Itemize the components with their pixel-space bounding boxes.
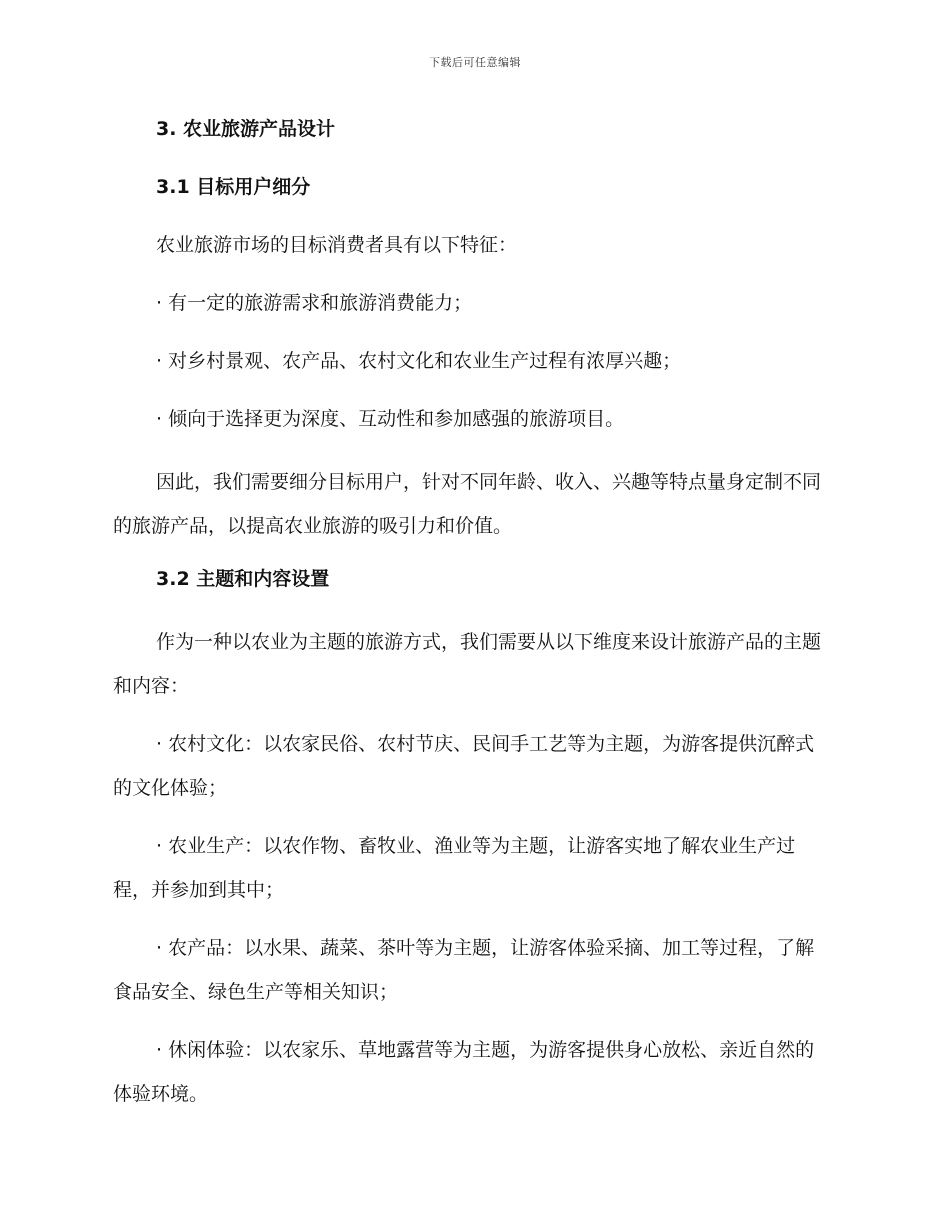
section-3-heading: 3. 农业旅游产品设计 — [156, 118, 336, 140]
section-3-1-intro: 农业旅游市场的目标消费者具有以下特征： — [156, 234, 518, 256]
section-3-2-heading: 3.2 主题和内容设置 — [156, 568, 330, 590]
document-body — [113, 112, 833, 1130]
section-3-2-intro: 作为一种以农业为主题的旅游方式，我们需要从以下维度来设计旅游产品的主题和内容： — [113, 631, 822, 697]
bullet-item: · 对乡村景观、农产品、农村文化和农业生产过程有浓厚兴趣； — [156, 350, 682, 372]
bullet-item: · 有一定的旅游需求和旅游消费能力； — [156, 292, 473, 314]
section-3-1-heading: 3.1 目标用户细分 — [156, 176, 311, 198]
bullet-item: · 倾向于选择更为深度、互动性和参加感强的旅游项目。 — [156, 408, 625, 430]
section-3-1-conclusion: 因此，我们需要细分目标用户，针对不同年龄、收入、兴趣等特点量身定制不同的旅游产品，以提高农业旅游的吸引力和价值。 — [113, 471, 822, 537]
bullet-item: · 休闲体验：以农家乐、草地露营等为主题，为游客提供身心放松、亲近自然的体验环境。 — [113, 1039, 815, 1105]
bullet-item: · 农产品：以水果、蔬菜、茶叶等为主题，让游客体验采摘、加工等过程，了解食品安全、绿色生产等相关知识； — [113, 937, 815, 1003]
bullet-item: · 农村文化：以农家民俗、农村节庆、民间手工艺等为主题，为游客提供沉醉式的文化体验； — [113, 733, 815, 799]
page-header: 下载后可任意编辑 — [429, 56, 521, 69]
bullet-item: · 农业生产：以农作物、畜牧业、渔业等为主题，让游客实地了解农业生产过程，并参加到其中； — [113, 835, 796, 901]
